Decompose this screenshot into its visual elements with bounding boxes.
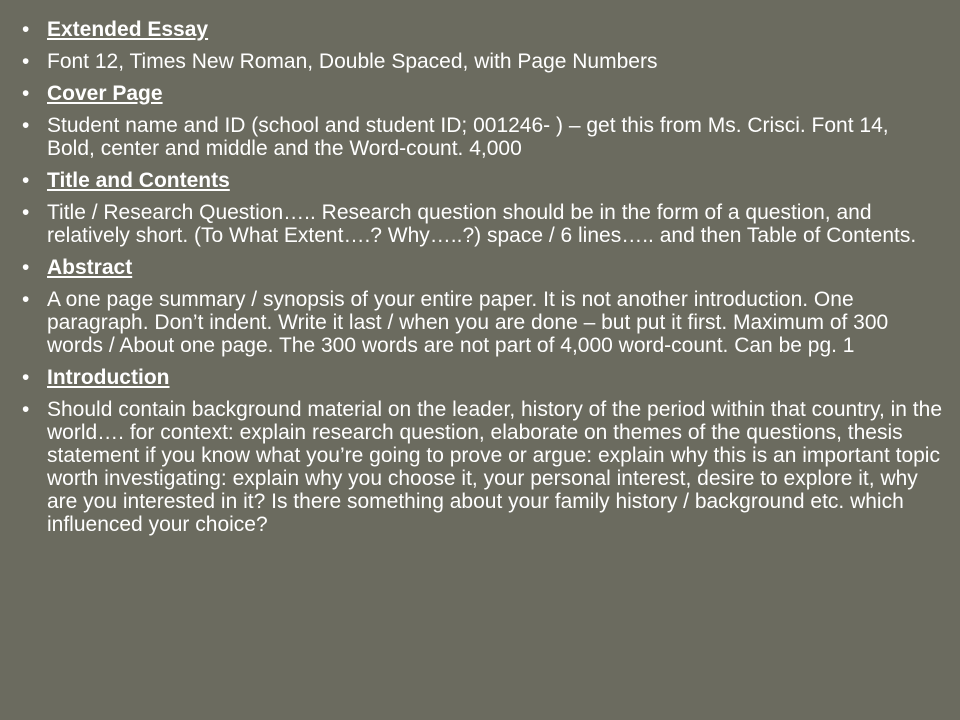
- bullet-icon: •: [22, 366, 30, 389]
- body-text: Font 12, Times New Roman, Double Spaced, with Page Numbers: [47, 50, 658, 73]
- bullet-item-cover-page-details: [22, 114, 942, 160]
- heading-text: Title and Contents: [47, 169, 230, 192]
- body-text: Title / Research Question….. Research question should be in the form of a question, and relatively short. (To What Extent….? Why…..?) space / 6 lines….. and then Table of Contents.: [47, 201, 917, 247]
- bullet-item-cover-page-heading: [22, 82, 942, 105]
- bullet-icon: •: [22, 256, 30, 279]
- bullet-item-introduction-heading: [22, 366, 942, 389]
- body-text: Student name and ID (school and student ID; 001246- ) – get this from Ms. Crisci. Font 14, Bold, center and middle and the Word-count. 4,000: [47, 114, 889, 160]
- heading-text: Abstract: [47, 256, 133, 279]
- heading-text: Introduction: [47, 366, 170, 389]
- heading-text: Extended Essay: [47, 18, 209, 41]
- bullet-icon: •: [22, 201, 30, 224]
- bullet-icon: •: [22, 50, 30, 73]
- bullet-item-introduction-details: [22, 398, 942, 536]
- bullet-item-abstract-details: [22, 288, 942, 357]
- bullet-icon: •: [22, 288, 30, 311]
- bullet-icon: •: [22, 114, 30, 137]
- body-text: A one page summary / synopsis of your entire paper. It is not another introduction. One paragraph. Don’t indent. Write it last / when you are done – but put it first. Maximum of 300 words / About one page. The 300 words are not part of 4,000 word-count. Can be pg. 1: [47, 288, 889, 357]
- heading-text: Cover Page: [47, 82, 163, 105]
- bullet-icon: •: [22, 169, 30, 192]
- body-text: Should contain background material on the leader, history of the period within that country, in the world…. for context: explain research question, elaborate on themes of the questions, thesis statement if you know what you’re going to prove or argue: explain why this is an important topic worth investigating: explain why you choose it, your personal interest, desire to explore it, why are you interested in it? Is there something about your family history / background etc. which influenced your choice?: [47, 398, 942, 536]
- bullet-icon: •: [22, 82, 30, 105]
- bullet-item-extended-essay-heading: [22, 18, 942, 41]
- bullet-icon: •: [22, 398, 30, 421]
- bullet-icon: •: [22, 18, 30, 41]
- bullet-item-abstract-heading: [22, 256, 942, 279]
- bullet-item-title-contents-heading: [22, 169, 942, 192]
- bullet-item-title-contents-details: [22, 201, 942, 247]
- bullet-list: [22, 18, 942, 545]
- bullet-item-font-spec: [22, 50, 942, 73]
